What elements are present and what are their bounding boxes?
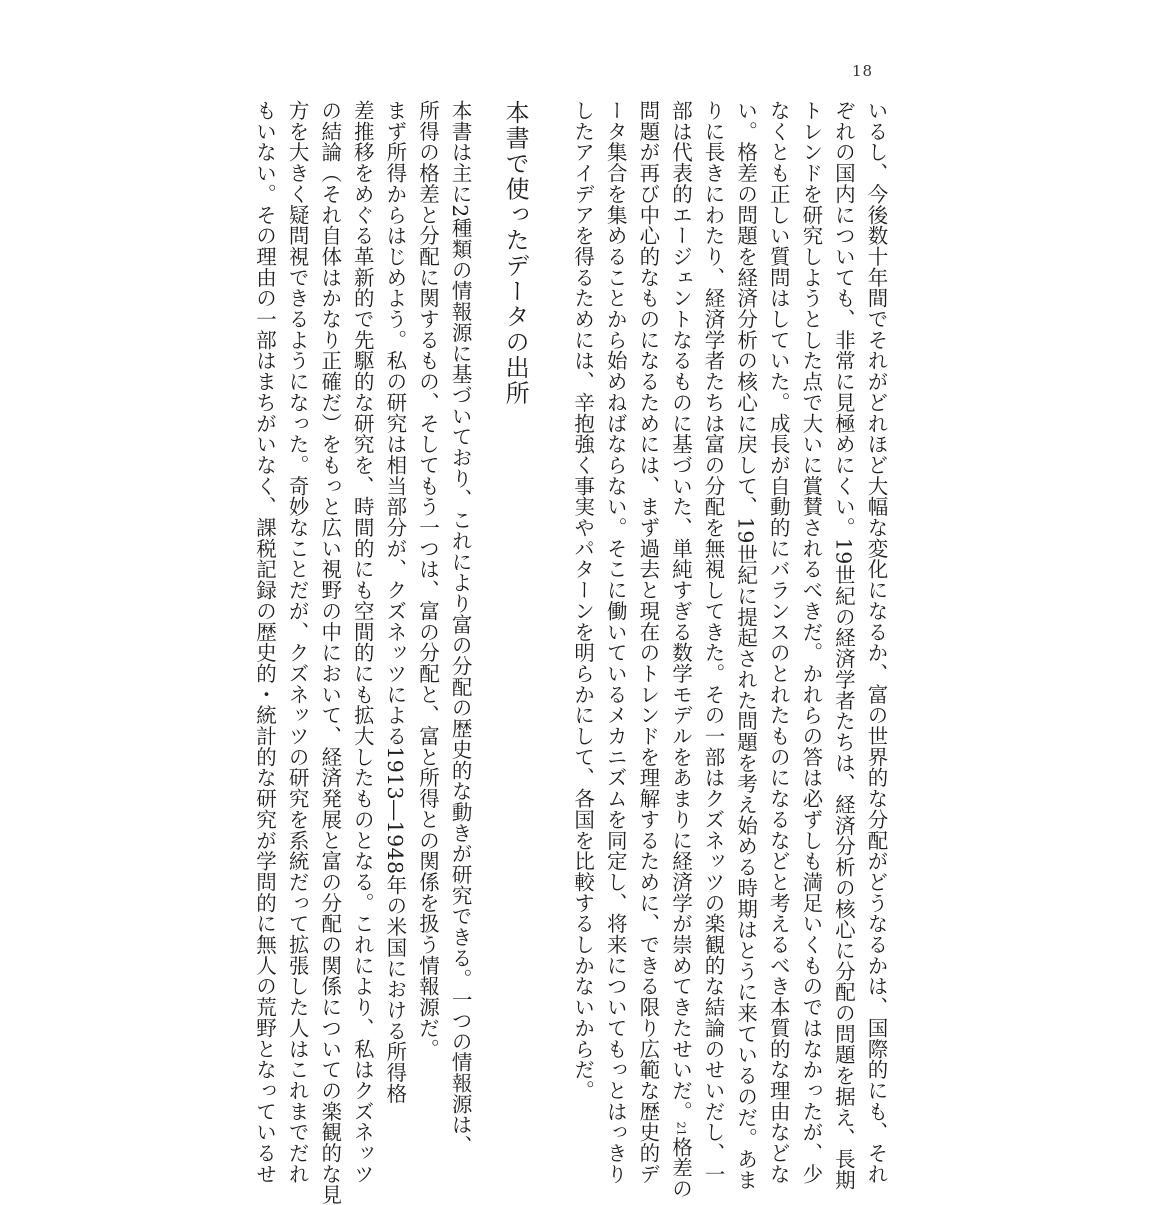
body-line: まず所得からはじめよう。私の研究は相当部分が、クズネッツによる1913―1948年の米国における所得格 — [382, 100, 407, 1104]
body-line: 差推移をめぐる革新的で先駆的な研究を、時間的にも空間的にも拡大したものとなる。これにより、私はクズネッツ — [350, 100, 375, 1185]
body-line: トレンドを研究しようとした点で大いに賞賛されるべきだ。かれらの答は必ずしも満足いくものではなかったが、少 — [798, 100, 823, 1185]
body-line: ータ集合を集めることから始めねばならない。そこに働いているメカニズムを同定し、将来についてもっとはっきり — [603, 100, 628, 1185]
body-line: もいない。その理由の一部はまちがいなく、課税記録の歴史的・統計的な研究が学問的に無人の荒野となっているせ — [252, 100, 277, 1185]
body-line: 所得の格差と分配に関するもの、そしてもう一つは、富の分配と、富と所得との関係を扱う情報源だ。 — [415, 100, 440, 1060]
section-spacer — [532, 100, 566, 1075]
body-line: ぞれの国内についても、非常に見極めにくい。19世紀の経済学者たちは、経済分析の核心に分配の問題を据え、長期 — [831, 100, 856, 1191]
body-line: 問題が再び中心的なものになるためには、まず過去と現在のトレンドを理解するために、できる限り広範な歴史的デ — [635, 100, 660, 1185]
body-line-tail: 格差の — [668, 1136, 693, 1199]
vertical-text-body — [248, 100, 892, 1205]
body-line-text: 部は代表的エージェントなるものに基づいた、単純すぎる数学モデルをあまりに経済学が崇めてきたせいだ。 — [668, 100, 693, 1122]
body-line: の結論（それ自体はかなり正確だ）をもっと広い視野の中において、経済発展と富の分配の関係についての楽観的な見 — [317, 100, 342, 1205]
body-line: したアイデアを得るためには、辛抱強く事実やパターンを明らかにして、各国を比較するしかないからだ。 — [570, 100, 595, 1101]
section-spacer — [476, 100, 498, 1075]
section-heading: 本書で使ったデータの出所 — [501, 100, 530, 406]
body-line: なくとも正しい質問はしていた。成長が自動的にバランスのとれたものになるなどと考えるべき本質的な理由などな — [766, 100, 791, 1185]
page-number: 18 — [852, 62, 874, 80]
body-line: 方を大きく疑問視できるようになった。奇妙なことだが、クズネッツの研究を系統だって拡張した人はこれまでだれ — [285, 100, 310, 1185]
body-line: りに長きにわたり、経済学者たちは富の分配を無視してきた。その一部はクズネッツの楽観的な結論のせいだし、一 — [701, 100, 726, 1185]
body-line: い。格差の問題を経済分析の核心に戻して、19世紀に提起された問題を考え始める時期はとうに来ているのだ。あま — [733, 100, 758, 1191]
body-line: いるし、今後数十年間でそれがどれほど大幅な変化になるか、富の世界的な分配がどうなるかは、国際的にも、それ — [864, 100, 888, 1185]
body-line-with-note — [664, 100, 697, 1199]
body-line: 本書は主に2種類の情報源に基づいており、これにより富の分配の歴史的な動きが研究できる。一つの情報源は、 — [448, 100, 473, 1156]
note-marker: 21 — [674, 1121, 688, 1137]
